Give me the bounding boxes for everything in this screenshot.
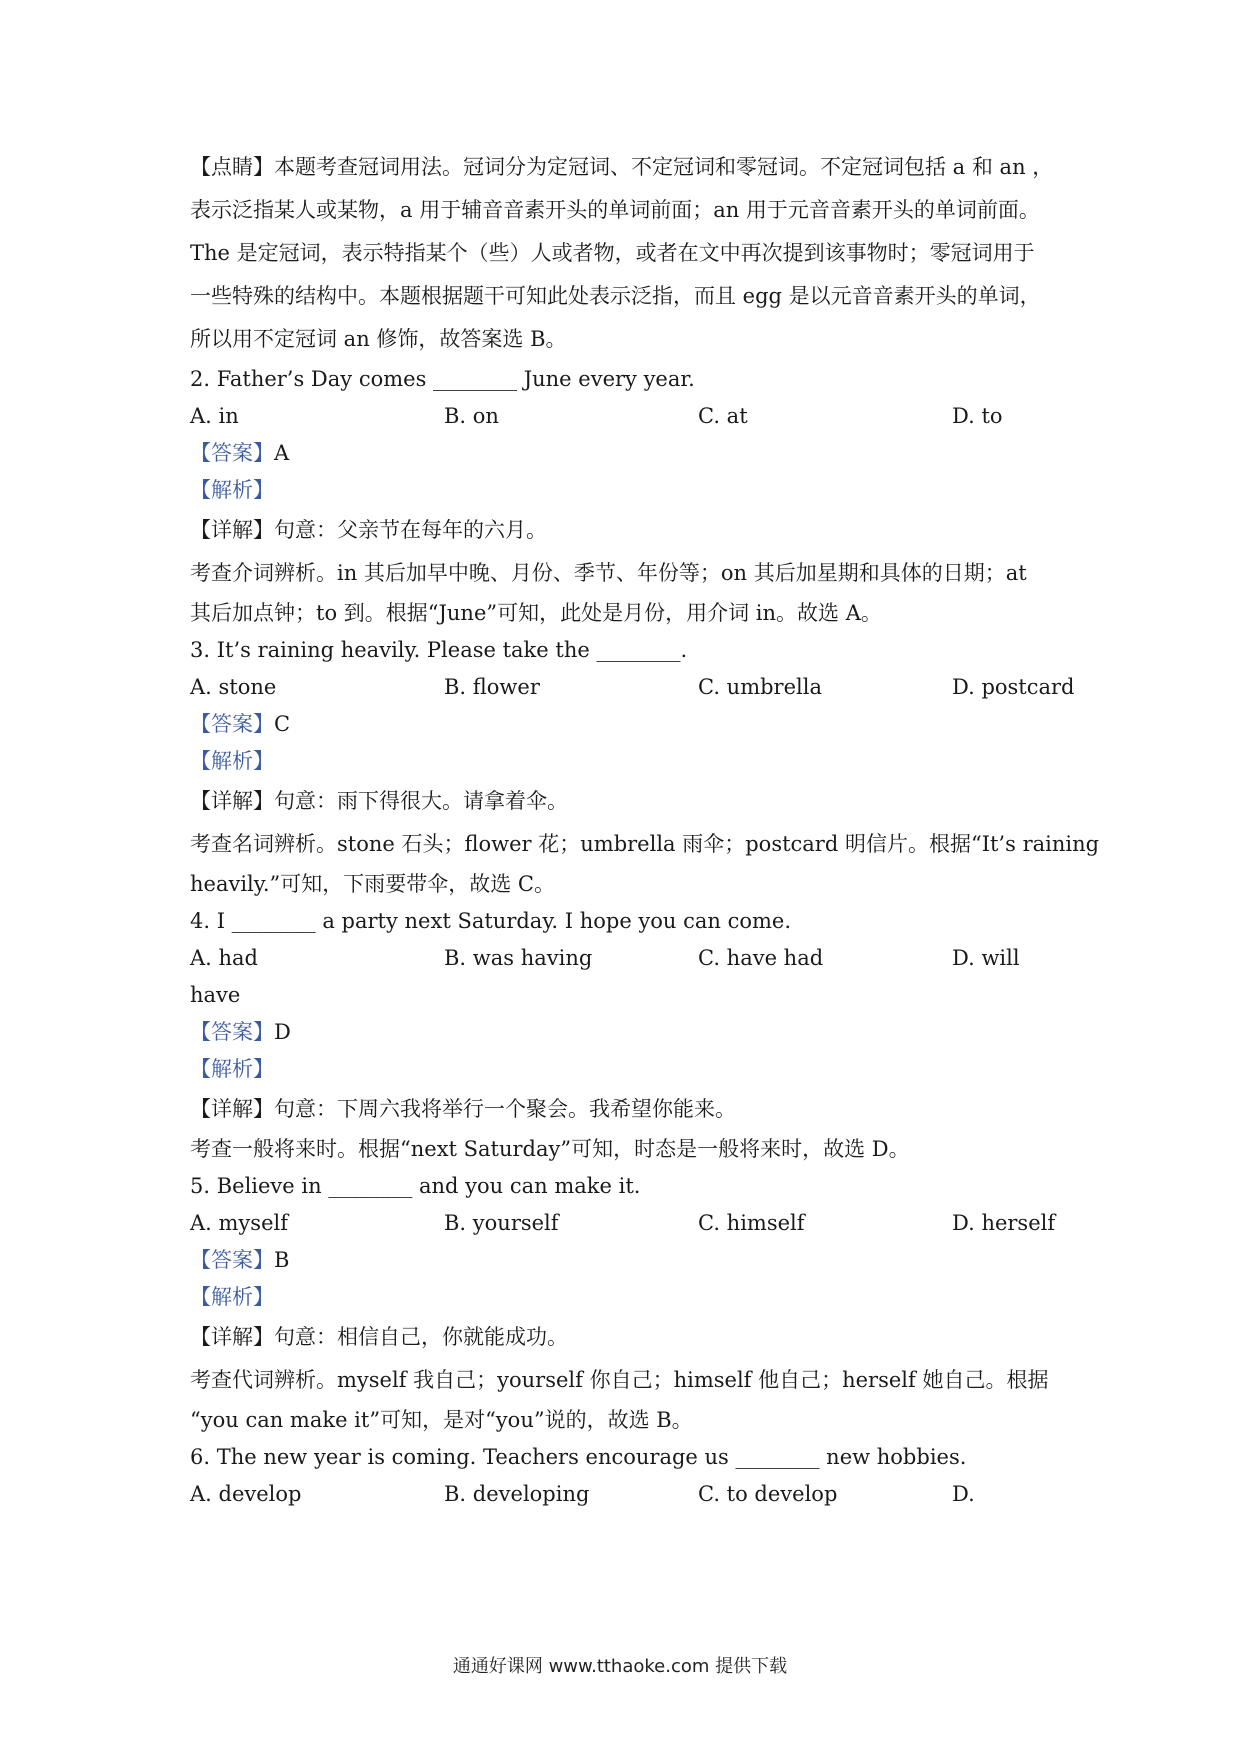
option-b: B. developing xyxy=(444,1482,590,1506)
option-d: D. to xyxy=(952,404,1003,428)
option-b: B. flower xyxy=(444,675,540,699)
question-5-options xyxy=(190,1205,1070,1242)
question-3-analysis-tag: 【解析】 xyxy=(190,749,274,773)
option-a: A. stone xyxy=(190,675,277,699)
page-content xyxy=(190,146,1100,1513)
answer-tag: 【答案】 xyxy=(190,1020,274,1044)
question-5-analysis-tag: 【解析】 xyxy=(190,1285,274,1309)
question-2-analysis-tag: 【解析】 xyxy=(190,478,274,502)
answer-value: C xyxy=(274,712,291,736)
question-2-options xyxy=(190,398,1070,435)
page-footer: 通通好课网 www.tthaoke.com 提供下载 xyxy=(452,1656,788,1677)
option-d: D. postcard xyxy=(952,675,1075,699)
option-d: D. xyxy=(952,1482,975,1506)
intro-line: 【点睛】本题考查冠词用法。冠词分为定冠词、不定冠词和零冠词。不定冠词包括 a 和 an ， xyxy=(190,155,1054,179)
question-4-detail: 考查一般将来时。根据“next Saturday”可知，时态是一般将来时，故选 D。 xyxy=(190,1137,910,1161)
answer-value: D xyxy=(274,1020,291,1044)
question-3-detail: 考查名词辨析。stone 石头；flower 花；umbrella 雨伞；postcard 明信片。根据“It’s raining xyxy=(190,832,1100,856)
question-4-detail: 【详解】句意：下周六我将举行一个聚会。我希望你能来。 xyxy=(190,1097,736,1121)
option-d: D. herself xyxy=(952,1211,1056,1235)
answer-tag: 【答案】 xyxy=(190,1248,274,1272)
answer-value: A xyxy=(274,441,290,465)
question-3-options xyxy=(190,669,1075,706)
question-3-answer xyxy=(190,706,1070,743)
question-2-answer xyxy=(190,435,1070,472)
answer-value: B xyxy=(274,1248,290,1272)
option-a: A. develop xyxy=(190,1482,302,1506)
question-5-stem: 5. Believe in ________ and you can make it. xyxy=(190,1174,641,1198)
question-4-options xyxy=(190,940,1070,977)
question-2-detail: 其后加点钟；to 到。根据“June”可知，此处是月份，用介词 in。故选 A。 xyxy=(190,601,882,625)
option-d-continued: have xyxy=(190,983,241,1007)
intro-line: 表示泛指某人或某物，a 用于辅音音素开头的单词前面；an 用于元音音素开头的单词前面。 xyxy=(190,198,1040,222)
option-d: D. will xyxy=(952,946,1020,970)
intro-line: 一些特殊的结构中。本题根据题干可知此处表示泛指，而且 egg 是以元音音素开头的单词， xyxy=(190,284,1041,308)
option-a: A. myself xyxy=(190,1211,288,1235)
option-c: C. umbrella xyxy=(698,675,822,699)
answer-tag: 【答案】 xyxy=(190,712,274,736)
option-b: B. yourself xyxy=(444,1211,559,1235)
question-2-detail: 考查介词辨析。in 其后加早中晚、月份、季节、年份等；on 其后加星期和具体的日期；at xyxy=(190,561,1027,585)
question-3-detail: heavily.”可知，下雨要带伞，故选 C。 xyxy=(190,872,555,896)
option-b: B. was having xyxy=(444,946,593,970)
option-c: C. at xyxy=(698,404,748,428)
question-2-detail: 【详解】句意：父亲节在每年的六月。 xyxy=(190,518,547,542)
option-c: C. himself xyxy=(698,1211,805,1235)
question-5-detail: 【详解】句意：相信自己，你就能成功。 xyxy=(190,1325,568,1349)
question-3-stem: 3. It’s raining heavily. Please take the ________. xyxy=(190,638,688,662)
option-c: C. to develop xyxy=(698,1482,838,1506)
intro-line: 所以用不定冠词 an 修饰，故答案选 B。 xyxy=(190,327,567,351)
option-c: C. have had xyxy=(698,946,824,970)
option-a: A. had xyxy=(190,946,259,970)
option-b: B. on xyxy=(444,404,499,428)
question-6-options xyxy=(190,1476,1070,1513)
question-6-stem: 6. The new year is coming. Teachers encourage us ________ new hobbies. xyxy=(190,1445,967,1469)
question-5-detail: “you can make it”可知，是对“you”说的，故选 B。 xyxy=(190,1408,693,1432)
question-4-analysis-tag: 【解析】 xyxy=(190,1057,274,1081)
question-4-stem: 4. I ________ a party next Saturday. I hope you can come. xyxy=(190,909,792,933)
option-a: A. in xyxy=(190,404,239,428)
question-4-answer xyxy=(190,1014,1070,1051)
question-5-answer xyxy=(190,1242,1070,1279)
question-3-detail: 【详解】句意：雨下得很大。请拿着伞。 xyxy=(190,789,568,813)
question-5-detail: 考查代词辨析。myself 我自己；yourself 你自己；himself 他自己；herself 她自己。根据 xyxy=(190,1368,1049,1392)
question-2-stem: 2. Father’s Day comes ________ June every year. xyxy=(190,367,695,391)
intro-line: The 是定冠词，表示特指某个（些）人或者物，或者在文中再次提到该事物时；零冠词用于 xyxy=(190,241,1035,265)
answer-tag: 【答案】 xyxy=(190,441,274,465)
